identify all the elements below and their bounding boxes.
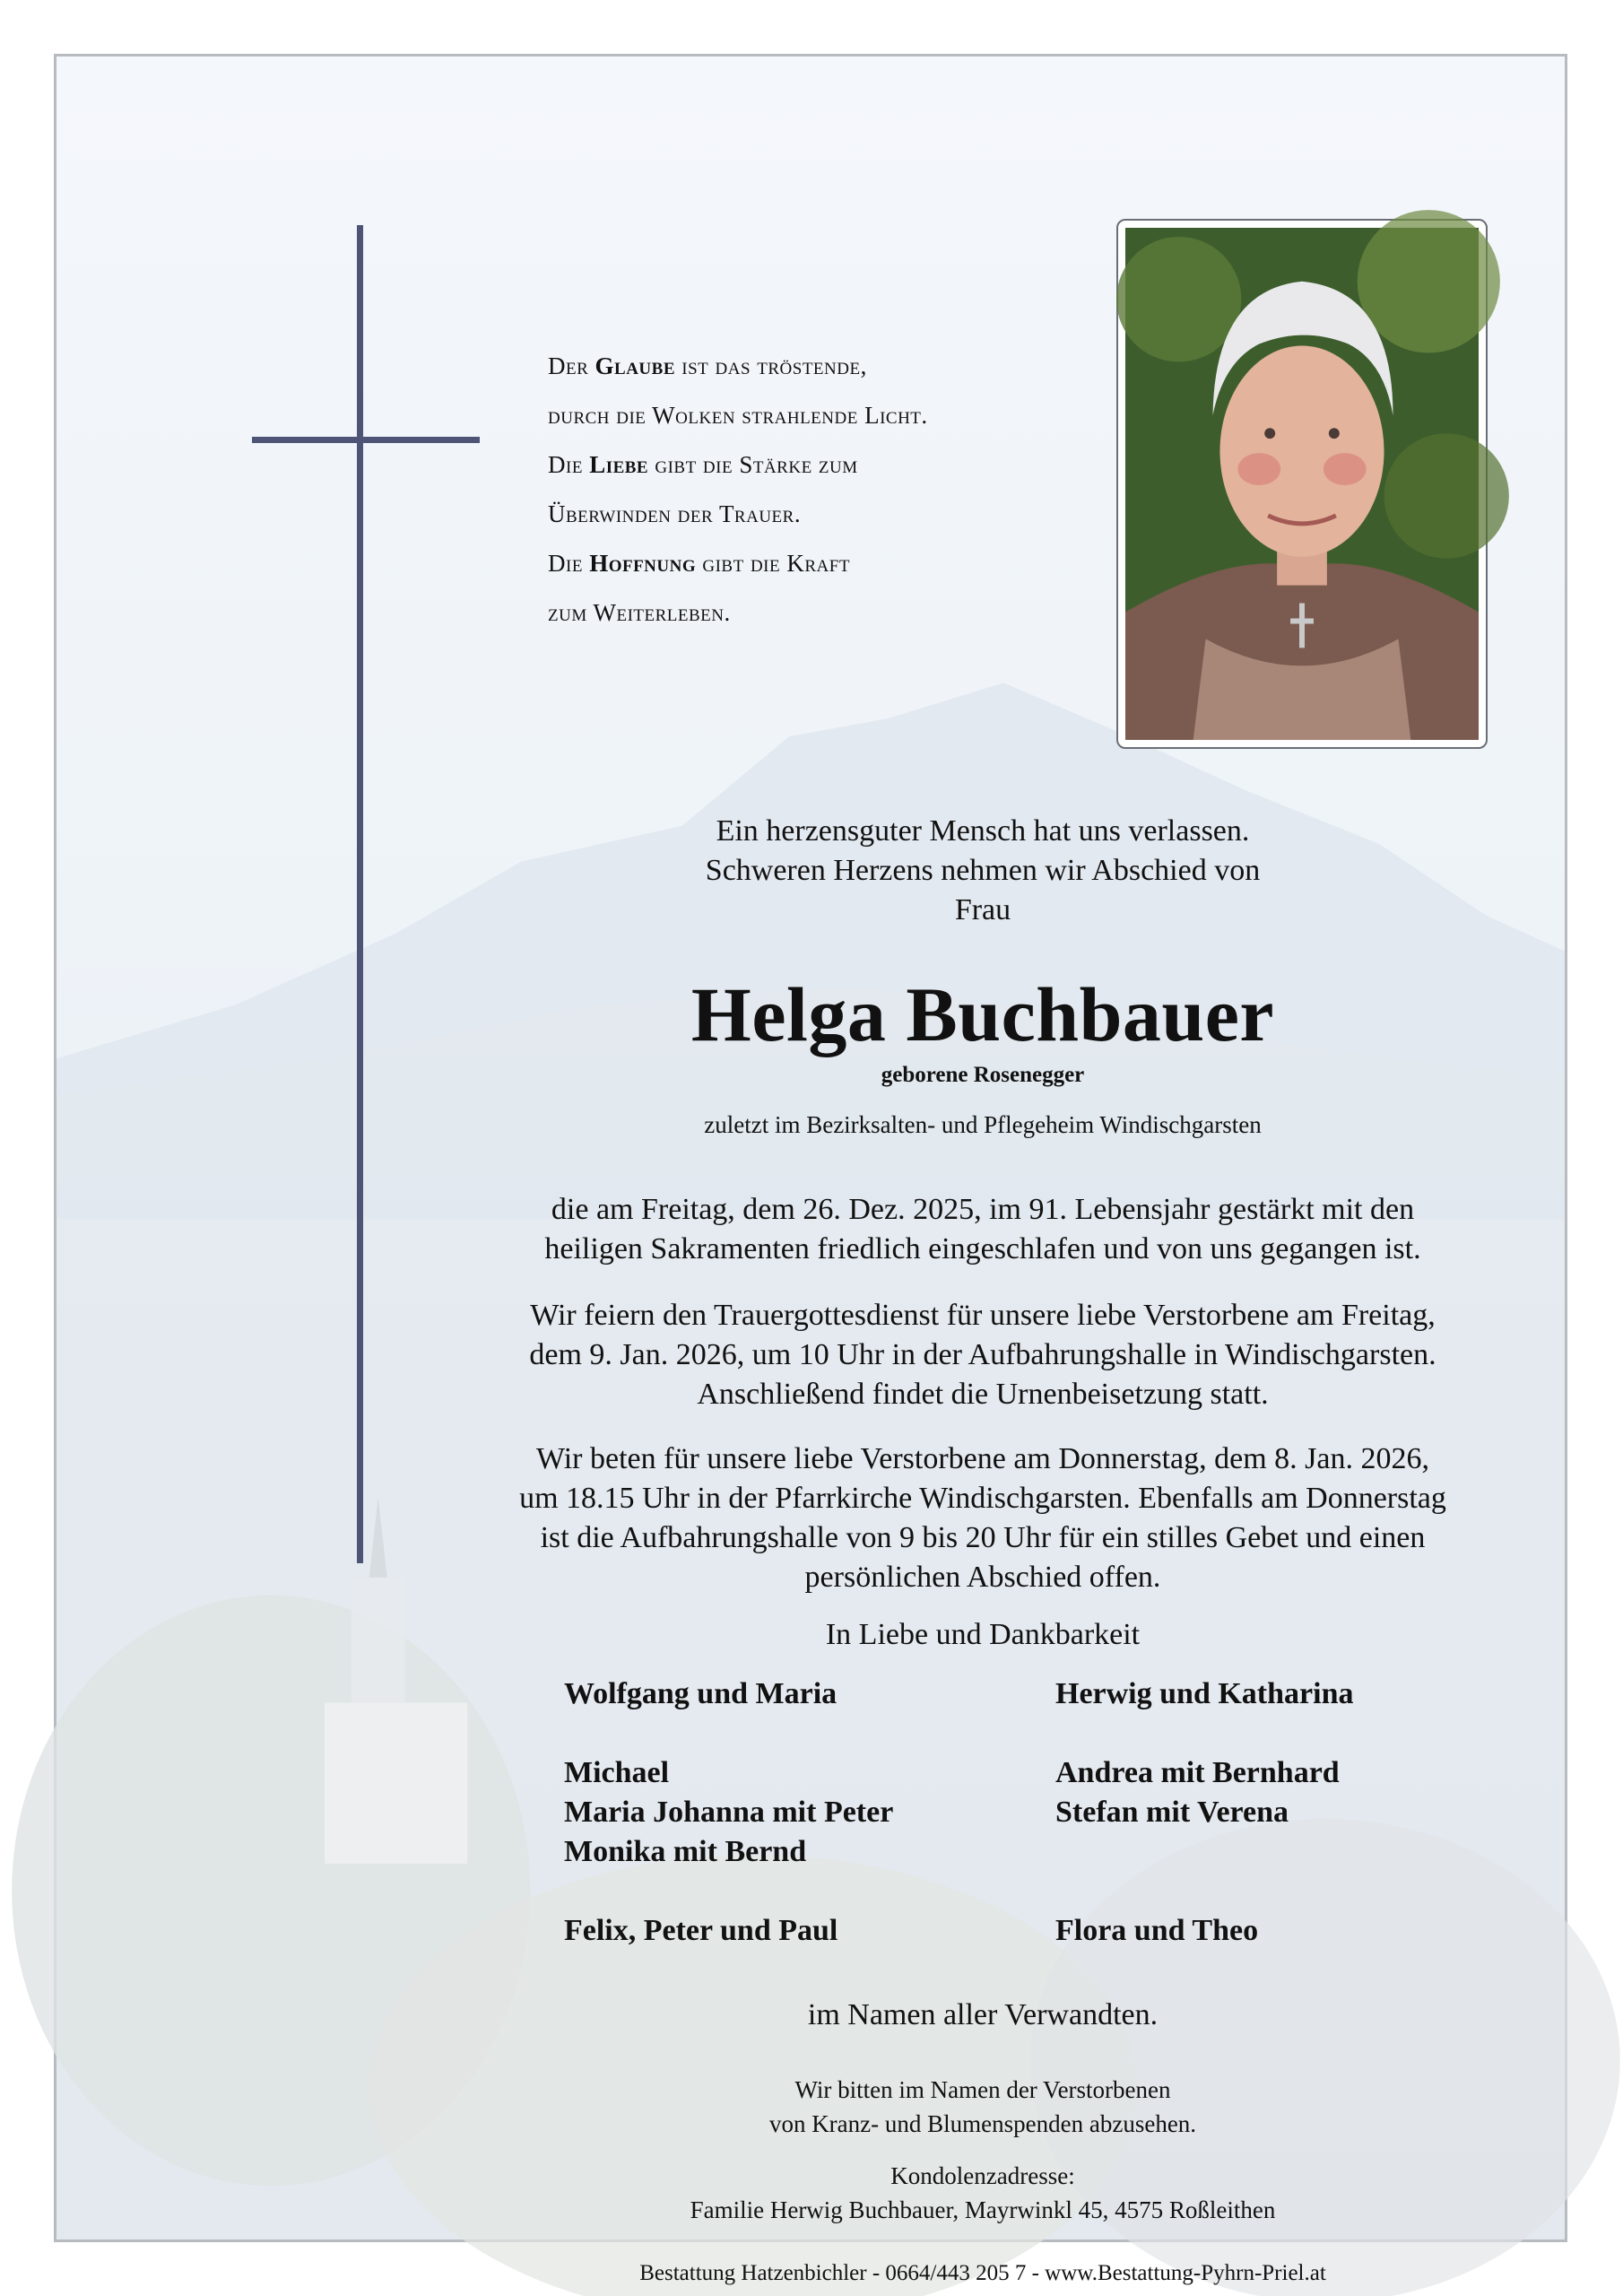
portrait-photo: [1116, 219, 1488, 749]
service-paragraph: [431, 1296, 1534, 1414]
family-great-right: Flora und Theo: [1055, 1914, 1259, 1947]
portrait-image: [1125, 228, 1479, 740]
paragraph-line: die am Freitag, dem 26. Dez. 2025, im 91. Lebensjahr gestärkt mit den: [551, 1193, 1415, 1226]
family-children-left: Wolfgang und Maria: [564, 1677, 838, 1710]
verse-line: zum Weiterleben.: [548, 599, 731, 626]
condolence-address: [431, 2159, 1534, 2227]
death-paragraph: [431, 1190, 1534, 1269]
verse-line: Überwinden der Trauer.: [548, 500, 802, 527]
request-line: Wir bitten im Namen der Verstorbenen: [794, 2076, 1171, 2103]
paragraph-line: Wir beten für unsere liebe Verstorbene am Donnerstag, dem 8. Jan. 2026,: [536, 1442, 1429, 1475]
intro-line: Frau: [954, 893, 1011, 926]
verse-line: Die Hoffnung gibt die Kraft: [548, 550, 850, 577]
family-great-left: Felix, Peter und Paul: [564, 1914, 838, 1947]
verse-line: durch die Wolken strahlende Licht.: [548, 402, 928, 429]
deceased-name: Helga Buchbauer: [690, 971, 1275, 1057]
request-line: von Kranz- und Blumenspenden abzusehen.: [768, 2110, 1197, 2137]
paragraph-line: persönlichen Abschied offen.: [804, 1561, 1161, 1594]
last-residence: zuletzt im Bezirksalten- und Pflegeheim Windischgarsten: [704, 1111, 1262, 1138]
intro-line: Ein herzensguter Mensch hat uns verlassen.: [716, 814, 1250, 848]
family-member: Michael: [564, 1756, 670, 1789]
family-grandchildren-left: [564, 1753, 893, 1872]
condolence-address-text: Familie Herwig Buchbauer, Mayrwinkl 45, 4575 Roßleithen: [690, 2196, 1276, 2223]
obituary-card: [54, 54, 1567, 2285]
family-member: Andrea mit Bernhard: [1055, 1756, 1340, 1789]
paragraph-line: um 18.15 Uhr in der Pfarrkirche Windischgarsten. Ebenfalls am Donnerstag: [519, 1482, 1446, 1515]
intro-text: [431, 812, 1534, 930]
paragraph-line: Wir feiern den Trauergottesdienst für unsere liebe Verstorbene am Freitag,: [530, 1299, 1436, 1332]
verse-line: Der Glaube ist das tröstende,: [548, 352, 867, 379]
cross-horizontal-bar: [252, 437, 480, 443]
family-grandchildren-right: [1055, 1753, 1340, 1832]
faith-verse: [548, 342, 1104, 638]
paragraph-line: ist die Aufbahrungshalle von 9 bis 20 Uhr für ein stilles Gebet und einen: [540, 1521, 1426, 1554]
verse-line: Die Liebe gibt die Stärke zum: [548, 451, 858, 478]
closing-phrase: In Liebe und Dankbarkeit: [825, 1618, 1141, 1651]
family-children-right: Herwig und Katharina: [1055, 1677, 1354, 1710]
prayer-paragraph: [431, 1439, 1534, 1597]
paragraph-line: dem 9. Jan. 2026, um 10 Uhr in der Aufbahrungshalle in Windischgarsten.: [529, 1338, 1436, 1371]
cross-vertical-bar: [357, 225, 363, 1563]
intro-line: Schweren Herzens nehmen wir Abschied von: [705, 854, 1261, 887]
funeral-home-footer: Bestattung Hatzenbichler - 0664/443 205 7 - www.Bestattung-Pyhrn-Priel.at: [639, 2261, 1326, 2285]
behalf-line: im Namen aller Verwandten.: [807, 1998, 1159, 2031]
paragraph-line: heiligen Sakramenten friedlich eingeschlafen und von uns gegangen ist.: [544, 1232, 1421, 1265]
family-member: Maria Johanna mit Peter: [564, 1796, 894, 1829]
condolence-label: Kondolenzadresse:: [890, 2162, 1075, 2189]
family-member: Monika mit Bernd: [564, 1835, 807, 1868]
flower-request: [431, 2073, 1534, 2141]
family-member: Stefan mit Verena: [1055, 1796, 1289, 1829]
birth-name: geborene Rosenegger: [881, 1063, 1085, 1087]
paragraph-line: Anschließend findet die Urnenbeisetzung statt.: [697, 1378, 1269, 1411]
